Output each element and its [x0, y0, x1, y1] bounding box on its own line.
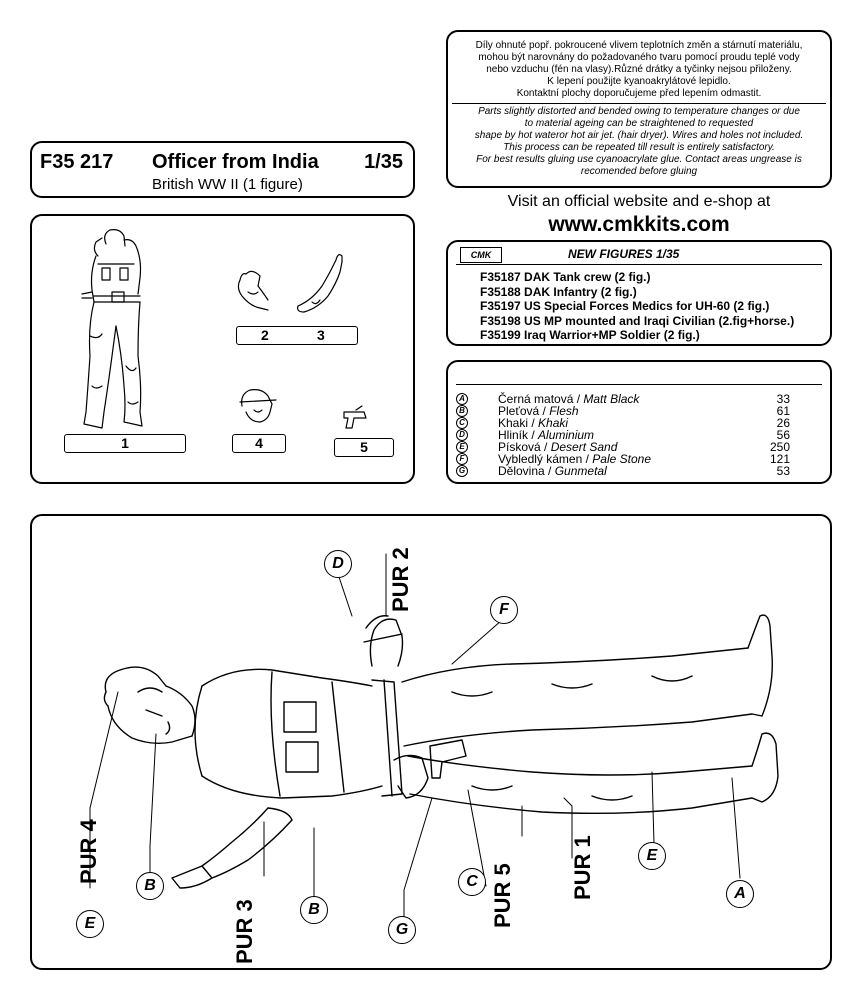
color-letter: C: [456, 417, 468, 429]
color-number: 121: [769, 452, 790, 466]
color-name-en: Matt Black: [583, 392, 640, 406]
color-row: [456, 465, 790, 477]
color-name: Vybledlý kámen / Pale Stone: [498, 452, 651, 466]
part-labels-2-3: [236, 326, 358, 345]
list-item: F35199 Iraq Warrior+MP Soldier (2 fig.): [480, 328, 700, 342]
color-number: 53: [776, 464, 790, 478]
pur-5-label: PUR 5: [490, 863, 515, 928]
en-line: This process can be repeated till result is entirely satisfactory.: [503, 142, 775, 153]
list-item: F35187 DAK Tank crew (2 fig.): [480, 270, 651, 284]
color-name-en: Khaki: [538, 416, 569, 430]
divider: [456, 264, 822, 265]
new-figures-list: [480, 270, 794, 343]
color-name: Hliník / Aluminium: [498, 428, 595, 442]
part-label-3: 3: [317, 327, 325, 343]
color-name-en: Gunmetal: [554, 464, 607, 478]
color-letter: D: [456, 429, 468, 441]
color-number: 250: [769, 440, 790, 454]
color-name-cz: Dělovina: [498, 464, 545, 478]
color-name: Písková / Desert Sand: [498, 440, 618, 454]
product-subtitle: British WW II (1 figure): [152, 176, 303, 193]
figure-illustration: [32, 516, 834, 972]
paint-colors-box: [446, 360, 832, 484]
color-name: Pleťová / Flesh: [498, 404, 579, 418]
divider: [452, 103, 826, 104]
color-number: 61: [776, 404, 790, 418]
en-line: recomended before gluing: [580, 166, 698, 177]
part-label-4: 4: [232, 434, 286, 453]
assembly-drawing-box: [30, 514, 832, 970]
color-number: 33: [776, 392, 790, 406]
color-name-cz: Černá matová: [498, 392, 574, 406]
list-item: F35188 DAK Infantry (2 fig.): [480, 284, 637, 299]
color-name: Khaki / Khaki: [498, 416, 569, 430]
callout-g: G: [388, 916, 416, 944]
en-line: Parts slightly distorted and bended owing to temperature changes or due: [478, 106, 800, 117]
list-item: F35197 US Special Forces Medics for UH-60 (2 fig.): [480, 299, 770, 313]
color-number: 56: [776, 428, 790, 442]
color-letter: A: [456, 393, 468, 405]
part-label-5: 5: [334, 438, 394, 457]
new-figures-heading: NEW FIGURES 1/35: [568, 247, 680, 261]
color-letter: G: [456, 465, 468, 477]
part-3-arm: [298, 255, 342, 312]
new-figures-box: [446, 240, 832, 346]
callout-d: D: [324, 550, 352, 578]
parts-box: [30, 214, 415, 484]
color-name-cz: Pleťová: [498, 404, 540, 418]
pur-3-label: PUR 3: [232, 899, 257, 964]
callout-b: B: [300, 896, 328, 924]
website-url[interactable]: www.cmkkits.com: [548, 213, 730, 236]
cz-line: Kontaktní plochy doporučujeme před lepením odmastit.: [516, 88, 762, 99]
color-name-en: Flesh: [549, 404, 579, 418]
cmk-logo: CMK: [460, 247, 502, 263]
part-4-head: [240, 390, 276, 422]
color-number: 26: [776, 416, 790, 430]
title-box: [30, 141, 415, 198]
part-5-pistol: [344, 406, 366, 428]
product-name: Officer from India: [152, 151, 319, 173]
part-label-2: 2: [261, 327, 269, 343]
color-letter: B: [456, 405, 468, 417]
cz-line: nebo vzduchu (fén na vlasy).Různé drátky a tyčinky nejsou přiloženy.: [486, 64, 792, 75]
instructions-czech: [448, 32, 830, 100]
callout-a: A: [726, 880, 754, 908]
instructions-english: [448, 106, 830, 178]
part-label-1: 1: [64, 434, 186, 453]
color-name-en: Aluminium: [538, 428, 595, 442]
cz-line: K lepení použijte kyanoakrylátové lepidlo.: [547, 76, 731, 87]
en-line: shape by hot wateror hot air jet. (hair dryer). Wires and holes not included.: [474, 130, 804, 141]
color-letter: F: [456, 453, 468, 465]
instructions-box: [446, 30, 832, 188]
callout-c: C: [458, 868, 486, 896]
color-name: Dělovina / Gunmetal: [498, 464, 607, 478]
color-name-cz: Khaki: [498, 416, 529, 430]
color-name: Černá matová / Matt Black: [498, 392, 640, 406]
color-name-cz: Vybledlý kámen: [498, 452, 583, 466]
en-line: For best results gluing use cyanoacrylate glue. Contact areas ungrease is: [476, 154, 802, 165]
cz-line: mohou být narovnány do požadovaného tvaru pomocí proudu teplé vody: [478, 52, 800, 63]
en-line: to material ageing can be straightened to requested: [524, 118, 754, 129]
pur-2-label: PUR 2: [388, 547, 413, 612]
color-name-cz: Písková: [498, 440, 541, 454]
cz-line: Díly ohnuté popř. pokroucené vlivem teplotních změn a stárnutí materiálu,: [475, 40, 803, 51]
website-caption: Visit an official website and e-shop at: [507, 193, 771, 210]
part-2-arm: [238, 271, 268, 310]
color-name-en: Desert Sand: [550, 440, 618, 454]
divider: [456, 384, 822, 385]
list-item: F35198 US MP mounted and Iraqi Civilian (2.fig+horse.): [480, 313, 795, 328]
callout-b: B: [136, 872, 164, 900]
pur-4-label: PUR 4: [76, 819, 101, 884]
color-letter: E: [456, 441, 468, 453]
product-code: F35 217: [40, 151, 114, 173]
product-scale: 1/35: [364, 151, 403, 173]
callout-f: F: [490, 596, 518, 624]
color-name-en: Pale Stone: [592, 452, 651, 466]
color-name-cz: Hliník: [498, 428, 529, 442]
pur-1-label: PUR 1: [570, 835, 595, 900]
part-1-figure: [82, 230, 142, 428]
callout-e: E: [76, 910, 104, 938]
callout-e: E: [638, 842, 666, 870]
